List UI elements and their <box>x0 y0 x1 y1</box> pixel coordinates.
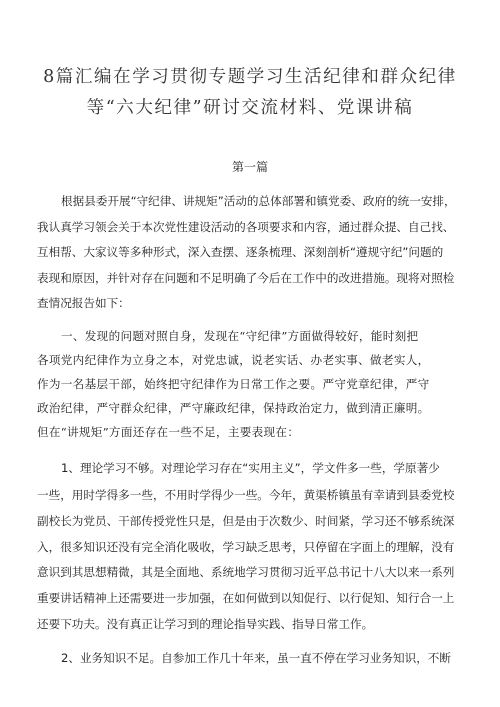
paragraph-3-line: 意识到其思想精微，其是全面地、系统地学习贯彻习近平总书记十八大以来一系列 <box>37 565 455 579</box>
paragraph-1-line: 表现和原因，并针对存在问题和不足明确了今后在工作中的改进措施。现将对照检 <box>37 271 455 285</box>
paragraph-2-line: 政治纪律，严守群众纪律，严守廉政纪律，保持政治定力，做到清正廉明。 <box>37 401 430 415</box>
paragraph-3-line: 副校长为党员、干部传授党性只是，但是由于次数少、时间紧，学习还不够系统深 <box>37 514 455 528</box>
paragraph-1-line: 我认真学习领会关于本次党性建设活动的各项要求和内容，通过群众提、自己找、 <box>37 220 455 234</box>
document-title-line-2: 等“六大纪律”研讨交流材料、党课讲稿 <box>86 98 414 118</box>
paragraph-2-line: 一、发现的问题对照自身，发现在“守纪律”方面做得较好，能时刻把 <box>61 329 419 343</box>
paragraph-2-line: 但在“讲规矩”方面还存在一些不足，主要表现在： <box>37 425 300 439</box>
paragraph-3-line: 1、理论学习不够。对理论学习存在“实用主义”，学文件多一些，学原著少 <box>61 461 440 475</box>
paragraph-3-line: 一些，用时学得多一些，不用时学得少一些。今年，黄渠桥镇虽有幸请到县委党校 <box>37 488 455 502</box>
document-title-line-1: 8篇汇编在学习贯彻专题学习生活纪律和群众纪律 <box>43 67 457 87</box>
paragraph-3-line: 重要讲话精神上还需要进一步加强，在如何做到以知促行、以行促知、知行合一上 <box>37 591 455 605</box>
paragraph-1-line: 根据县委开展“守纪律、讲规矩”活动的总体部署和镇党委、政府的统一安排， <box>61 194 456 208</box>
paragraph-1-line: 互相帮、大家议等多种形式，深入查摆、逐条梳理、深刻剖析“遵规守纪”问题的 <box>37 245 444 259</box>
paragraph-1-line: 查情况报告如下： <box>37 296 130 310</box>
paragraph-2-line: 各项党内纪律作为立身之本，对党忠诚，说老实话、办老实事、做老实人， <box>37 353 430 367</box>
section-heading: 第一篇 <box>231 160 268 174</box>
paragraph-4-line: 2、业务知识不足。自参加工作几十年来，虽一直不停在学习业务知识，不断 <box>61 651 451 665</box>
paragraph-3-line: 入，很多知识还没有完全消化吸收，学习缺乏思考，只停留在字面上的理解，没有 <box>37 540 455 554</box>
paragraph-2-line: 作为一名基层干部，始终把守纪律作为日常工作之要。严守党章纪律，严守 <box>37 377 430 391</box>
paragraph-3-line: 还要下功夫。没有真正让学习到的理论指导实践、指导日常工作。 <box>37 617 374 631</box>
